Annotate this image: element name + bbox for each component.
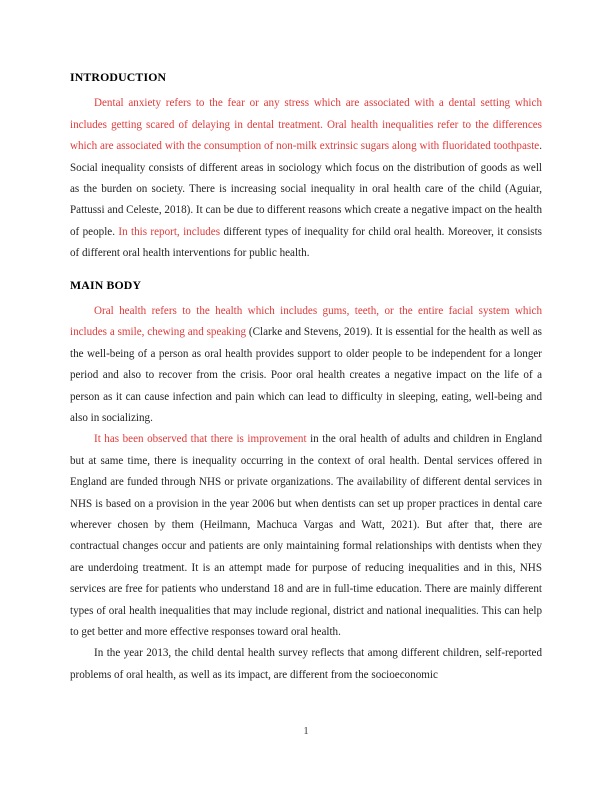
- text-run: It has been observed that there is improvement: [94, 433, 307, 446]
- text-run: Dental anxiety refers to the fear or any stress which are associated with a dental setting which includes getting scared of delaying in dental treatment. Oral health inequalities refer to the differences which are associated with the consumption of non-milk extrinsic sugars along with fluoridated toothpaste: [70, 97, 542, 153]
- paragraph-main-body-1: [70, 301, 542, 429]
- section-heading-main-body: MAIN BODY: [70, 277, 142, 292]
- text-run: different types of inequality for child oral health. Moreover, it consists of different oral health interventions for public health.: [70, 225, 542, 260]
- text-run: Oral health refers to the health which includes gums, teeth, or the entire facial system which includes a smile, chewing and speaking: [70, 304, 542, 339]
- text-run: In this report, includes: [118, 225, 221, 238]
- paragraph-main-body-2: [70, 429, 542, 643]
- document-body: [70, 70, 542, 686]
- paragraph-main-body-3: [70, 643, 542, 686]
- text-run: In the year 2013, the child dental health survey reflects that among different children, self-reported problems of oral health, as well as its impact, are different from the socioeconomic: [70, 647, 542, 681]
- text-run: . Social inequality consists of different areas in sociology which focus on the distribution of goods as well as the burden on society. There is increasing social inequality in oral health care of the child (Aguiar, Pattussi and Celeste, 2018). It can be due to different reasons which create a negative impact on the health of people.: [70, 140, 542, 238]
- text-run: (Clarke and Stevens, 2019). It is essential for the health as well as the well-being of a person as oral health provides support to older people to be independent for a longer period and also to recover from the crisis. Poor oral health creates a negative impact on the life of a person as it can cause infection and pain which can lead to difficulty in sleeping, eating, well-being and also in socializing.: [70, 326, 542, 424]
- paragraph-introduction-1: [70, 93, 542, 264]
- page-number: 1: [303, 726, 309, 737]
- section-heading-introduction: INTRODUCTION: [70, 70, 167, 84]
- text-run: in the oral health of adults and children in England but at same time, there is inequality occurring in the context of oral health. Dental services offered in England are funded through NHS or private organizations. The availability of different dental services in NHS is based on a provision in the year 2006 but when dentists can set up proper practices in dental care wherever chosen by them (Heilmann, Machuca Vargas and Watt, 2021). But after that, there are contractual changes occur and patients are only maintaining formal relationships with dentists when they are underdoing treatment. It is an attempt made for purpose of reducing inequalities and in this, NHS services are free for patients who understand 18 and are in full-time education. There are mainly different types of oral health inequalities that may include regional, district and national inequalities. This can help to get better and more effective responses toward oral health.: [70, 433, 543, 638]
